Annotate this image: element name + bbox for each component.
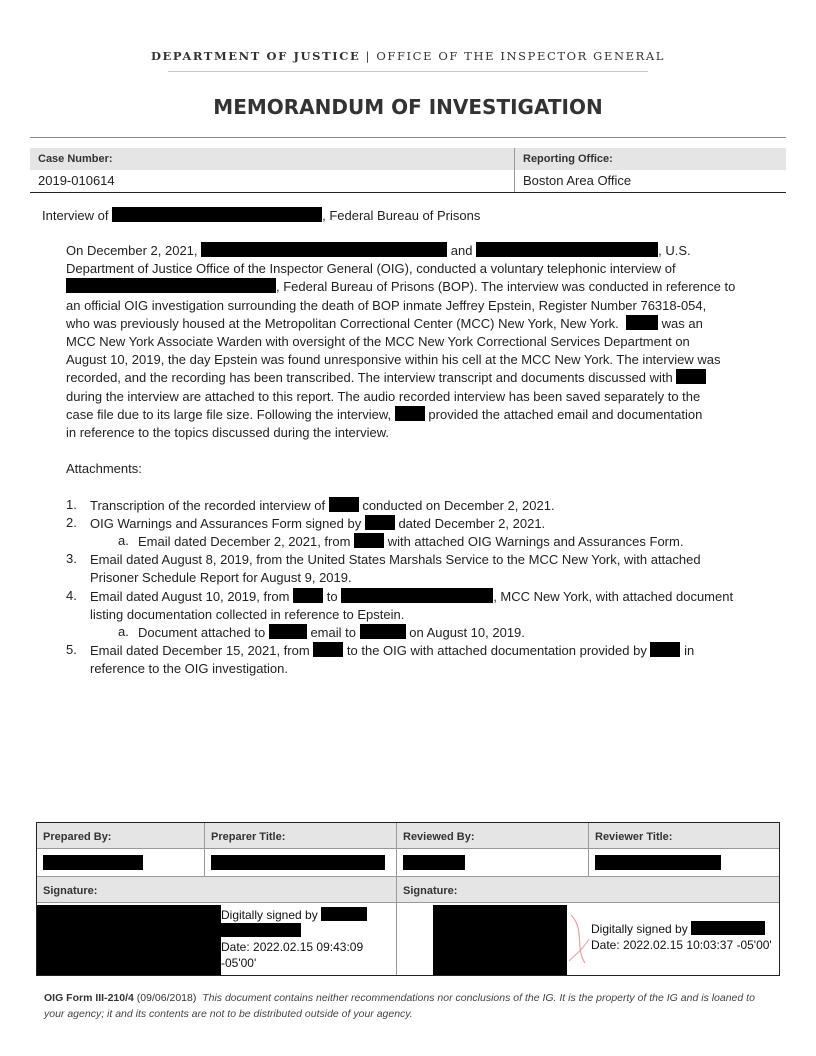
redaction (341, 588, 493, 603)
office-name: OFFICE OF THE INSPECTOR GENERAL (376, 49, 666, 63)
reviewed-by-label: Reviewed By: (397, 823, 589, 848)
attachment-subitem-4a (138, 624, 525, 642)
body-line (66, 242, 770, 260)
title-divider (30, 137, 786, 138)
interview-suffix: , Federal Bureau of Prisons (322, 208, 481, 223)
redaction (211, 855, 385, 870)
attachment-text: to (326, 589, 338, 604)
department-name: DEPARTMENT OF JUSTICE (150, 49, 361, 63)
attachment-line (90, 588, 733, 606)
redaction (221, 923, 301, 937)
prepared-by-label: Prepared By: (37, 823, 205, 848)
attachment-text: reference to the OIG investigation. (90, 661, 288, 677)
signer-name-line (221, 923, 367, 939)
redaction (476, 242, 658, 257)
redaction (595, 855, 721, 870)
signature-row (37, 903, 779, 975)
signed-date: Date: 2022.02.15 09:43:09 (221, 940, 364, 954)
redaction (691, 921, 765, 935)
redaction (66, 278, 276, 293)
redaction (395, 406, 425, 421)
body-line (66, 406, 770, 424)
header-separator: | (360, 49, 377, 63)
attachment-text: listing documentation collected in reference to Epstein. (90, 607, 405, 623)
reviewer-signature (397, 903, 779, 975)
body-paragraph (66, 242, 770, 442)
redaction (626, 315, 658, 330)
body-text: , U.S. (658, 243, 691, 258)
attachment-text: in (684, 643, 695, 658)
signature-redaction (37, 905, 221, 975)
body-line (66, 278, 770, 296)
body-text: recorded, and the recording has been transcribed. The interview transcript and documents discussed with (66, 370, 673, 386)
preparer-signature (37, 903, 397, 975)
attachment-text: Prisoner Schedule Report for August 9, 2019. (90, 570, 352, 586)
signature-header-row (37, 823, 779, 849)
case-number-value: 2019-010614 (30, 170, 515, 192)
signed-by-line (591, 921, 772, 937)
case-info-value-row (30, 170, 786, 192)
attachment-text: Email dated December 2, 2021, from (138, 534, 351, 549)
case-info-header-row (30, 148, 786, 170)
attachment-text: Email dated December 15, 2021, from (90, 643, 310, 658)
redaction (269, 624, 307, 639)
attachments-label: Attachments: (66, 461, 142, 476)
signed-by-text: Digitally signed by (221, 908, 318, 922)
signature-mark (567, 909, 591, 971)
body-line (66, 315, 770, 333)
attachment-subitem-2a (138, 533, 683, 551)
attachment-text: Document attached to (138, 625, 266, 640)
attachment-number: 2. (66, 515, 77, 530)
attachment-text: on August 10, 2019. (409, 625, 525, 640)
attachment-text: OIG Warnings and Assurances Form signed by (90, 516, 362, 531)
signed-date: Date: 2022.02.15 10:03:37 -05'00' (591, 938, 772, 952)
attachment-number: 1. (66, 497, 77, 512)
redaction (112, 207, 322, 222)
signed-by-line (221, 907, 367, 923)
redaction (360, 624, 406, 639)
form-date: (09/06/2018) (136, 992, 197, 1004)
signed-timezone: -05'00' (221, 956, 257, 970)
redaction (43, 855, 143, 870)
attachment-text: Transcription of the recorded interview of (90, 498, 326, 513)
reporting-office-value: Boston Area Office (523, 173, 632, 188)
preparer-digital-signature (221, 907, 367, 971)
body-text: , Federal Bureau of Prisons (BOP). The interview was conducted in reference to (276, 279, 736, 295)
preparer-title-value (205, 849, 397, 876)
case-number-label: Case Number: (30, 148, 515, 170)
reviewer-title-label: Reviewer Title: (595, 831, 673, 843)
body-text: case file due to its large file size. Following the interview, (66, 406, 392, 422)
interview-prefix: Interview of (42, 208, 109, 223)
body-text: provided the attached email and documentation (428, 406, 703, 422)
redaction (201, 242, 447, 257)
body-text: On December 2, 2021, (66, 243, 198, 258)
signed-by-text: Digitally signed by (591, 922, 688, 936)
reporting-office-label: Reporting Office: (523, 153, 613, 165)
attachment-text: Email dated August 10, 2019, from (90, 589, 290, 604)
form-footer (44, 990, 774, 1022)
body-line: during the interview are attached to this report. The audio recorded interview has been saved separately to the (66, 388, 701, 404)
redaction (403, 855, 465, 870)
form-number: OIG Form III-210/4 (44, 992, 134, 1004)
interview-subject-line (42, 207, 480, 223)
body-line: an official OIG investigation surrounding the death of BOP inmate Jeffrey Epstein, Register Number 76318-054, (66, 297, 707, 313)
attachment-item-2 (90, 515, 545, 533)
attachment-number: 5. (66, 642, 77, 657)
attachment-text: Email dated August 8, 2019, from the United States Marshals Service to the MCC New York, with attached (90, 552, 701, 567)
attachment-text: , MCC New York, with attached document (493, 589, 734, 604)
body-line (66, 369, 770, 387)
department-header (0, 49, 816, 63)
attachment-text: to the OIG with attached documentation provided by (346, 643, 647, 658)
redaction (321, 907, 367, 921)
redaction (313, 642, 343, 657)
attachment-number: 3. (66, 551, 77, 566)
case-info-table (30, 148, 786, 193)
header-divider (168, 71, 648, 72)
attachment-item-5 (90, 642, 694, 678)
attachment-item-1 (90, 497, 555, 515)
body-text: and (450, 243, 473, 258)
attachment-text: dated December 2, 2021. (398, 516, 546, 531)
reviewed-by-value (397, 849, 589, 876)
redaction (676, 369, 706, 384)
signature-label-row (37, 877, 779, 903)
body-line: in reference to the topics discussed during the interview. (66, 425, 390, 441)
reviewer-digital-signature (591, 921, 772, 953)
distribution-notice: This document contains neither recommendations nor conclusions of the IG. It is the property of the IG and is loaned to your agency; it and its contents are not to be distributed outside of your agency. (44, 992, 755, 1020)
redaction (354, 533, 384, 548)
body-line: MCC New York Associate Warden with oversight of the MCC New York Correctional Services Department on (66, 334, 690, 350)
attachment-number: 4. (66, 588, 77, 603)
signature-redaction (433, 905, 567, 975)
signature-label-left: Signature: (37, 877, 397, 902)
attachment-item-4 (90, 588, 733, 624)
attachment-sub-letter: a. (118, 533, 129, 548)
attachment-line (90, 642, 694, 660)
redaction (293, 588, 323, 603)
attachment-sub-letter: a. (118, 624, 129, 639)
redaction (365, 515, 395, 530)
redaction (329, 497, 359, 512)
attachment-text: email to (310, 625, 356, 640)
memo-title: MEMORANDUM OF INVESTIGATION (213, 95, 603, 119)
body-text: who was previously housed at the Metropolitan Correctional Center (MCC) New York, New York. (66, 315, 619, 331)
redaction (650, 642, 680, 657)
signature-names-row (37, 849, 779, 877)
prepared-by-value (37, 849, 205, 876)
attachment-text: with attached OIG Warnings and Assurances Form. (387, 534, 684, 549)
attachment-text: conducted on December 2, 2021. (362, 498, 555, 513)
body-text: was an (661, 315, 703, 331)
reviewer-title-value (589, 849, 779, 876)
body-line: Department of Justice Office of the Inspector General (OIG), conducted a voluntary telephonic interview of (66, 261, 676, 277)
body-line: August 10, 2019, the day Epstein was found unresponsive within his cell at the MCC New York. The interview was (66, 352, 721, 368)
attachment-item-3 (90, 551, 701, 587)
signature-table (36, 822, 780, 976)
preparer-title-label: Preparer Title: (205, 823, 397, 848)
signature-label-right: Signature: (403, 885, 458, 897)
